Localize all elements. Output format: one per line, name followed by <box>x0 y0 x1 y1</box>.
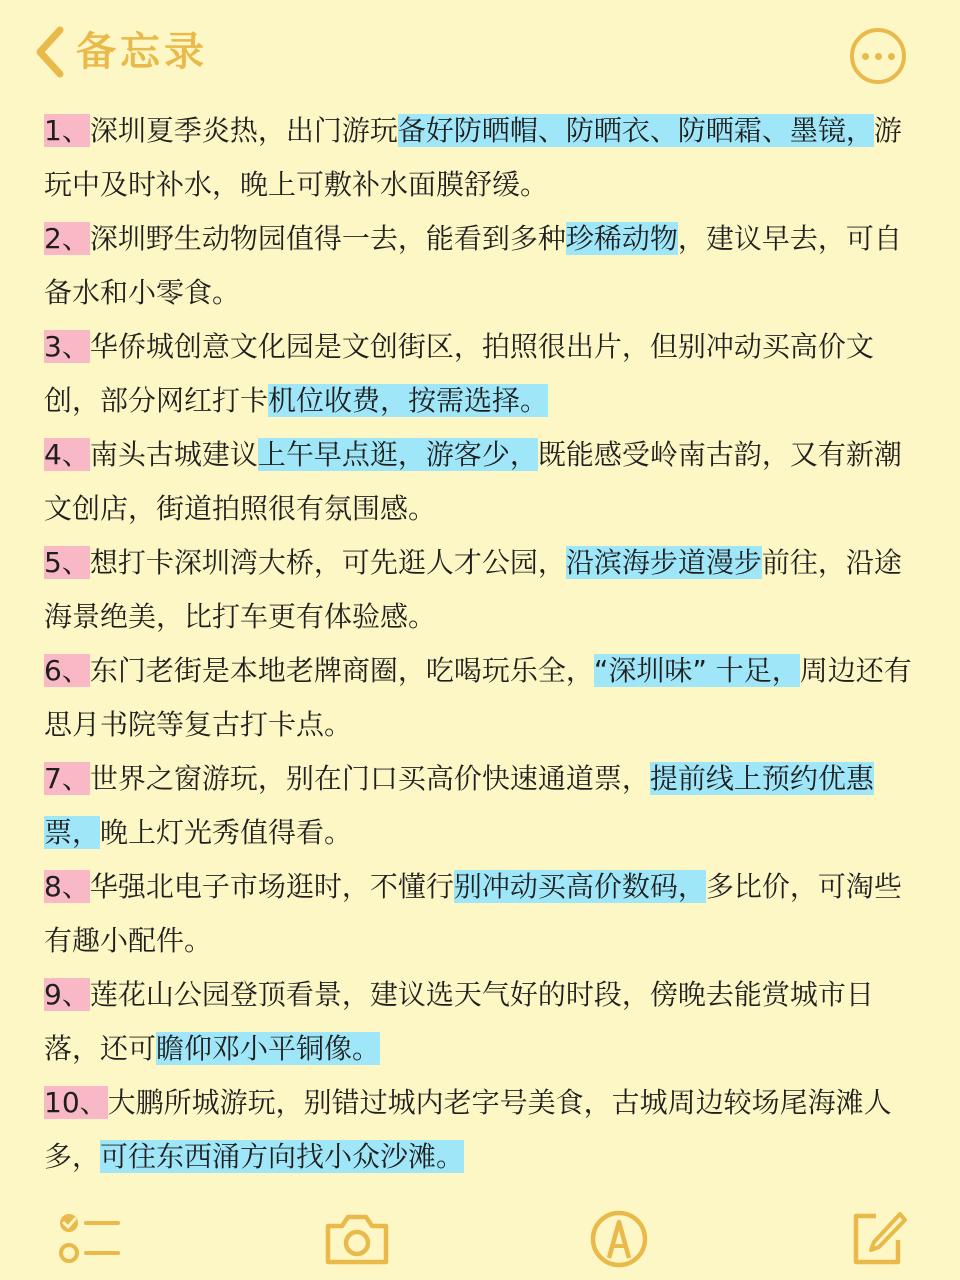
note-text: 东门老街是本地老牌商圈，吃喝玩乐全， <box>89 654 594 687</box>
highlighted-text: 沿滨海步道漫步 <box>565 546 762 579</box>
highlighted-text: 备好防晒帽、防晒衣、防晒霜、墨镜， <box>397 114 874 147</box>
note-item <box>44 320 916 428</box>
page-title: 备忘录 <box>76 29 208 75</box>
highlighted-text: 珍稀动物 <box>565 222 678 255</box>
camera-button[interactable] <box>322 1204 392 1274</box>
checklist-button[interactable] <box>54 1204 124 1274</box>
checklist-icon <box>56 1208 122 1270</box>
highlighted-text: 瞻仰邓小平铜像。 <box>156 1032 381 1065</box>
note-item <box>44 1076 916 1184</box>
note-text: 既能感受岭南古韵，又有新潮文创店，街道拍照很有氛围感。 <box>44 438 902 525</box>
note-number: 9、 <box>44 978 90 1011</box>
more-button[interactable] <box>850 28 906 84</box>
note-text: 莲花山公园登顶看景，建议选天气好的时段，傍晚去能赏城市日落，还可 <box>44 978 874 1065</box>
note-number: 7、 <box>44 762 90 795</box>
note-text: 大鹏所城游玩，别错过城内老字号美食，古城周边较场尾海滩人多， <box>44 1086 892 1173</box>
note-text: 华强北电子市场逛时，不懂行 <box>89 870 454 903</box>
chevron-left-icon <box>32 24 66 80</box>
note-number: 5、 <box>44 546 90 579</box>
bottom-toolbar <box>0 1196 960 1280</box>
note-text: 前往，沿途海景绝美，比打车更有体验感。 <box>44 546 902 633</box>
note-content[interactable] <box>44 104 916 1184</box>
note-item <box>44 428 916 536</box>
note-text: 南头古城建议 <box>89 438 258 471</box>
header <box>0 0 960 104</box>
compose-button[interactable] <box>842 1204 912 1274</box>
note-text: 华侨城创意文化园是文创街区，拍照很出片，但别冲动买高价文创，部分网红打卡 <box>44 330 874 417</box>
note-text: 世界之窗游玩，别在门口买高价快速通道票， <box>89 762 650 795</box>
note-item <box>44 104 916 212</box>
markup-pen-icon <box>588 1208 650 1270</box>
note-item <box>44 968 916 1076</box>
highlighted-text: 机位收费，按需选择。 <box>268 384 549 417</box>
highlighted-text: “深圳味” 十足， <box>593 654 800 687</box>
back-button[interactable] <box>32 22 208 82</box>
note-number: 10、 <box>44 1086 108 1119</box>
highlighted-text: 上午早点逛，游客少， <box>257 438 538 471</box>
compose-icon <box>846 1208 908 1270</box>
more-horizontal-icon <box>862 53 895 60</box>
highlighted-text: 别冲动买高价数码， <box>453 870 706 903</box>
note-number: 3、 <box>44 330 90 363</box>
highlighted-text: 提前线上预约优惠票， <box>44 762 874 849</box>
note-text: 想打卡深圳湾大桥，可先逛人才公园， <box>89 546 566 579</box>
highlighted-text: 可往东西涌方向找小众沙滩。 <box>100 1140 465 1173</box>
note-text: 深圳夏季炎热，出门游玩 <box>89 114 398 147</box>
note-text: ，建议早去，可自备水和小零食。 <box>44 222 902 309</box>
note-text: 周边还有思月书院等复古打卡点。 <box>44 654 912 741</box>
note-text: 深圳野生动物园值得一去，能看到多种 <box>89 222 566 255</box>
note-number: 1、 <box>44 114 90 147</box>
note-number: 4、 <box>44 438 90 471</box>
note-number: 6、 <box>44 654 90 687</box>
markup-button[interactable] <box>584 1204 654 1274</box>
camera-icon <box>322 1210 392 1268</box>
note-number: 2、 <box>44 222 90 255</box>
note-number: 8、 <box>44 870 90 903</box>
note-item <box>44 536 916 644</box>
note-text: 游玩中及时补水，晚上可敷补水面膜舒缓。 <box>44 114 902 201</box>
note-item <box>44 752 916 860</box>
note-text: 晚上灯光秀值得看。 <box>100 816 353 849</box>
note-item <box>44 860 916 968</box>
note-text: 多比价，可淘些有趣小配件。 <box>44 870 902 957</box>
note-item <box>44 212 916 320</box>
note-item <box>44 644 916 752</box>
